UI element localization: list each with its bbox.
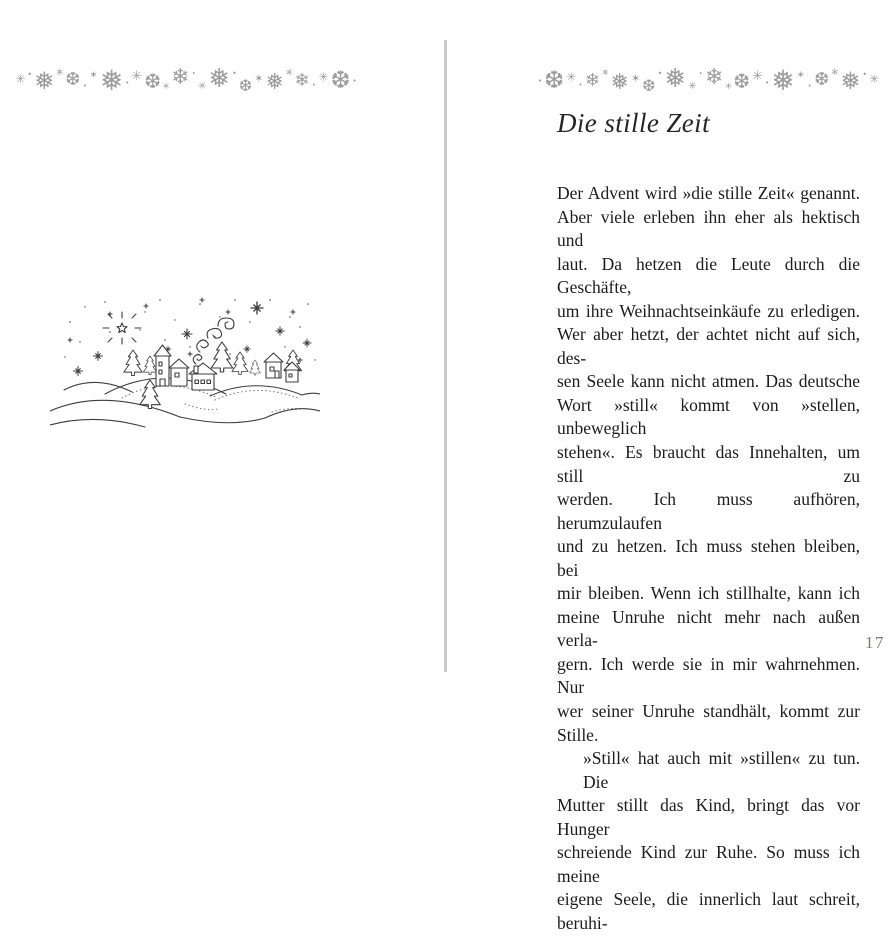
text-line: meine Unruhe nicht mehr nach außen verla- xyxy=(557,606,860,651)
front-hills xyxy=(50,400,320,430)
snowflake-icon: ✳ xyxy=(566,70,577,84)
snowflake-icon: ❅ xyxy=(265,70,284,95)
text-line: schreiende Kind zur Ruhe. So muss ich meine xyxy=(557,842,860,886)
snowflake-icon: ❄ xyxy=(704,65,724,90)
snowflake-icon: ✶ xyxy=(796,70,806,81)
text-line: wer seiner Unruhe standhält, kommt zur xyxy=(557,701,860,722)
text-line: Stille. xyxy=(557,724,599,745)
snowflake-icon: * xyxy=(725,81,732,95)
text-line: Aber viele erleben ihn eher als hektisch und xyxy=(557,206,860,251)
snowflake-icon: ❄ xyxy=(584,70,601,91)
snowflake-icon: ❆ xyxy=(330,66,351,94)
text-line: eigene Seele, die innerlich laut schreit, beruhi- xyxy=(557,889,860,933)
snowflake-icon: • xyxy=(657,69,663,78)
snowflake-icon: * xyxy=(163,81,170,95)
text-line: sen Seele kann nicht atmen. Das deutsche xyxy=(557,371,860,392)
page-gutter-divider xyxy=(444,40,447,672)
text-line: werden. Ich muss aufhören, herumzulaufen xyxy=(557,489,860,533)
snowflake-icon: • xyxy=(27,70,33,79)
snowflake-icon: ✳ xyxy=(752,69,764,84)
text-line: Wer aber hetzt, der achtet nicht auf sich, des- xyxy=(557,324,860,368)
snowflake-icon: · xyxy=(807,76,813,95)
snowflake-icon: ❆ xyxy=(238,76,253,95)
starburst xyxy=(103,312,141,344)
text-line: Mutter stillt das Kind, bringt das vor Hunger xyxy=(557,795,860,839)
snowflake-icon: * xyxy=(56,67,64,83)
snowflake-icon: ❅ xyxy=(99,64,124,97)
snowflake-icon: ❅ xyxy=(664,64,687,94)
text-line: mir bleiben. Wenn ich stillhalte, kann ich xyxy=(557,583,860,604)
snowflake-icon: ❅ xyxy=(208,64,231,94)
snowflake-icon: ✶ xyxy=(254,72,264,85)
snowflake-icon: ❆ xyxy=(543,66,565,94)
snowflake-icon: * xyxy=(285,68,293,83)
snowflake-icon: ✳ xyxy=(131,69,143,84)
snowflake-icon: ✳ xyxy=(688,81,697,92)
snowflake-icon: · xyxy=(191,66,196,82)
snowflake-icon: • xyxy=(765,79,770,87)
snowflake-icon: • xyxy=(125,79,130,87)
snowflake-icon: · xyxy=(82,76,88,95)
text-line: »Still« hat auch mit »stillen« zu tun. Die xyxy=(583,748,860,792)
text-line: laut. Da hetzen die Leute durch die Geschäfte, xyxy=(557,253,860,298)
text-line: um ihre Weihnachtseinkäufe zu erledigen. xyxy=(557,300,860,321)
snowflake-icon: ✶ xyxy=(89,70,98,81)
snowflake-icon: ❅ xyxy=(771,64,795,97)
snowflake-icon: • xyxy=(232,69,237,78)
snowflake-icon: • xyxy=(537,77,542,85)
snowflake-icon: · xyxy=(698,66,703,82)
snowflake-icon: ❆ xyxy=(733,69,751,93)
snowflake-icon: ❆ xyxy=(65,69,81,90)
snowflake-icon: ❅ xyxy=(34,67,55,95)
snowflake-icon: ✳ xyxy=(197,81,207,92)
plus-sparkles xyxy=(68,298,302,362)
text-line: Der Advent wird »die stille Zeit« genannt. xyxy=(557,183,860,203)
snowflake-icon: ❆ xyxy=(642,76,656,95)
text-line: Wort »still« kommt von »stellen, unbeweglich xyxy=(557,394,860,439)
chapter-title: Die stille Zeit xyxy=(557,108,710,138)
snowflake-icon: · xyxy=(578,76,583,94)
snowflake-icon: ✳ xyxy=(318,70,329,84)
snowflake-icon: ❆ xyxy=(144,69,162,93)
text-line: und zu hetzen. Ich muss stehen bleiben, bei xyxy=(557,536,860,580)
snowflake-icon: ✶ xyxy=(630,72,641,85)
snowflake-icon: ❄ xyxy=(294,70,310,91)
snowflake-icon: ❅ xyxy=(840,67,861,95)
snowflake-border-left xyxy=(0,56,372,100)
winter-village-illustration xyxy=(50,292,320,430)
page-number: 17 xyxy=(865,633,885,652)
snowflake-icon: ❅ xyxy=(610,70,629,95)
snowflake-icon: * xyxy=(602,68,609,83)
text-line: gern. Ich werde sie in mir wahrnehmen. Nur xyxy=(557,653,860,698)
snowflake-icon: * xyxy=(831,67,839,83)
snowflake-icon: • xyxy=(862,70,868,79)
snowflake-border-right xyxy=(524,56,893,100)
snowflake-icon: ❆ xyxy=(814,69,830,90)
snowflake-icon: • xyxy=(352,77,357,85)
snowflake-icon: ❄ xyxy=(171,65,190,90)
snowflake-icon: ✳ xyxy=(15,72,26,86)
snowflake-icon: · xyxy=(311,76,317,94)
body-text xyxy=(557,182,860,936)
text-line: stehen«. Es braucht das Innehalten, um still zu xyxy=(557,442,860,486)
snowflake-icon: ✳ xyxy=(869,72,880,86)
